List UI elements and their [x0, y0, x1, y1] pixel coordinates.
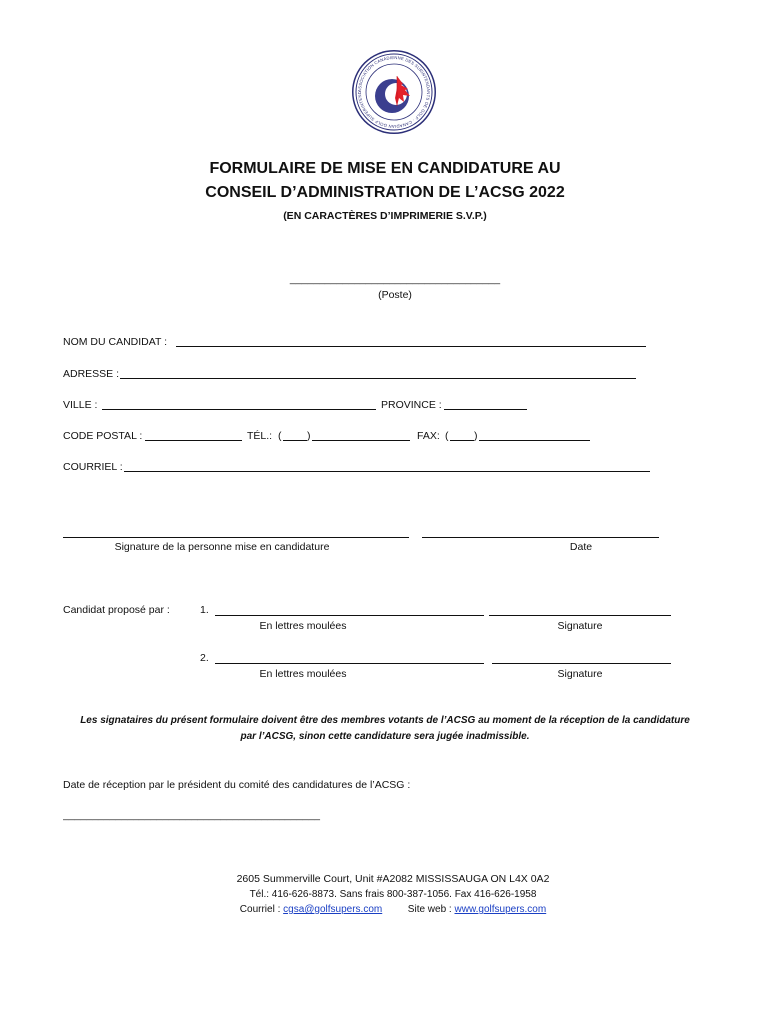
tel-field[interactable] [312, 440, 410, 441]
proposer-1-name-field[interactable] [215, 615, 484, 616]
proposer-2-name-field[interactable] [215, 663, 484, 664]
page-subtitle: (EN CARACTÈRES D’IMPRIMERIE S.V.P.) [283, 210, 487, 222]
ville-field[interactable] [102, 409, 376, 410]
nom-field[interactable] [176, 346, 646, 347]
code-postal-field[interactable] [145, 440, 242, 441]
proposer-2-number: 2. [200, 652, 209, 664]
proposer-1-name-label: En lettres moulées [259, 620, 347, 632]
signature-label: Signature de la personne mise en candidature [114, 541, 330, 553]
fax-area-close: ) [474, 430, 478, 442]
courriel-field[interactable] [124, 471, 650, 472]
tel-area-close: ) [307, 430, 311, 442]
proposer-2-signature-field[interactable] [492, 663, 671, 664]
fax-area-field[interactable] [450, 440, 474, 441]
footer-contacts [0, 904, 770, 915]
ville-label: VILLE : [63, 399, 98, 411]
proposer-2-signature-label: Signature [557, 668, 603, 680]
footer-website-link[interactable]: www.golfsupers.com [454, 904, 547, 915]
courriel-label: COURRIEL : [63, 461, 123, 473]
proposed-label: Candidat proposé par : [63, 604, 170, 616]
notice-line2: par l’ACSG, sinon cette candidature sera jugée inadmissible. [240, 731, 530, 742]
footer-email-link[interactable]: cgsa@golfsupers.com [283, 904, 383, 915]
code-postal-label: CODE POSTAL : [63, 430, 143, 442]
poste-label: (Poste) [378, 289, 412, 301]
footer-courriel-label: Courriel : [239, 904, 281, 915]
province-field[interactable] [444, 409, 527, 410]
notice-line1: Les signataires du présent formulaire doivent être des membres votants de l’ACSG au moment de la réception de la candidature [80, 715, 690, 726]
province-label: PROVINCE : [381, 399, 442, 411]
tel-area-open: ( [278, 430, 282, 442]
nom-label: NOM DU CANDIDAT : [63, 336, 168, 348]
proposer-2-name-label: En lettres moulées [259, 668, 347, 680]
tel-area-field[interactable] [283, 440, 307, 441]
acsg-logo [350, 48, 438, 136]
svg-text:ASSOCIATION CANADIENNE DES SUR: ASSOCIATION CANADIENNE DES SURINTENDANTS DE GOLF · CANADIAN GOLF SUPERINTEND [356, 54, 432, 130]
logo-seal-icon [350, 48, 438, 136]
footer-phones: Tél.: 416-626-8873. Sans frais 800-387-1056. Fax 416-626-1958 [249, 889, 537, 900]
fax-field[interactable] [479, 440, 590, 441]
fax-label: FAX: [417, 430, 440, 442]
proposer-1-signature-field[interactable] [489, 615, 671, 616]
poste-line: ____________________________________ [289, 273, 501, 285]
tel-label: TÉL.: [247, 430, 273, 442]
proposer-1-number: 1. [200, 604, 209, 616]
date-label: Date [569, 541, 593, 553]
footer-address: 2605 Summerville Court, Unit #A2082 MISSISSAUGA ON L4X 0A2 [236, 873, 550, 885]
footer-web-label: Site web : [407, 904, 452, 915]
page-title-line2: CONSEIL D’ADMINISTRATION DE L’ACSG 2022 [205, 184, 565, 201]
adresse-label: ADRESSE : [63, 368, 120, 380]
fax-area-open: ( [445, 430, 449, 442]
reception-line[interactable]: ____________________________________________ [63, 809, 320, 821]
proposer-1-signature-label: Signature [557, 620, 603, 632]
page-title-line1: FORMULAIRE DE MISE EN CANDIDATURE AU [209, 160, 561, 177]
reception-label: Date de réception par le président du comité des candidatures de l’ACSG : [63, 779, 411, 791]
date-field[interactable] [422, 537, 659, 538]
adresse-field[interactable] [120, 378, 636, 379]
signature-field[interactable] [63, 537, 409, 538]
